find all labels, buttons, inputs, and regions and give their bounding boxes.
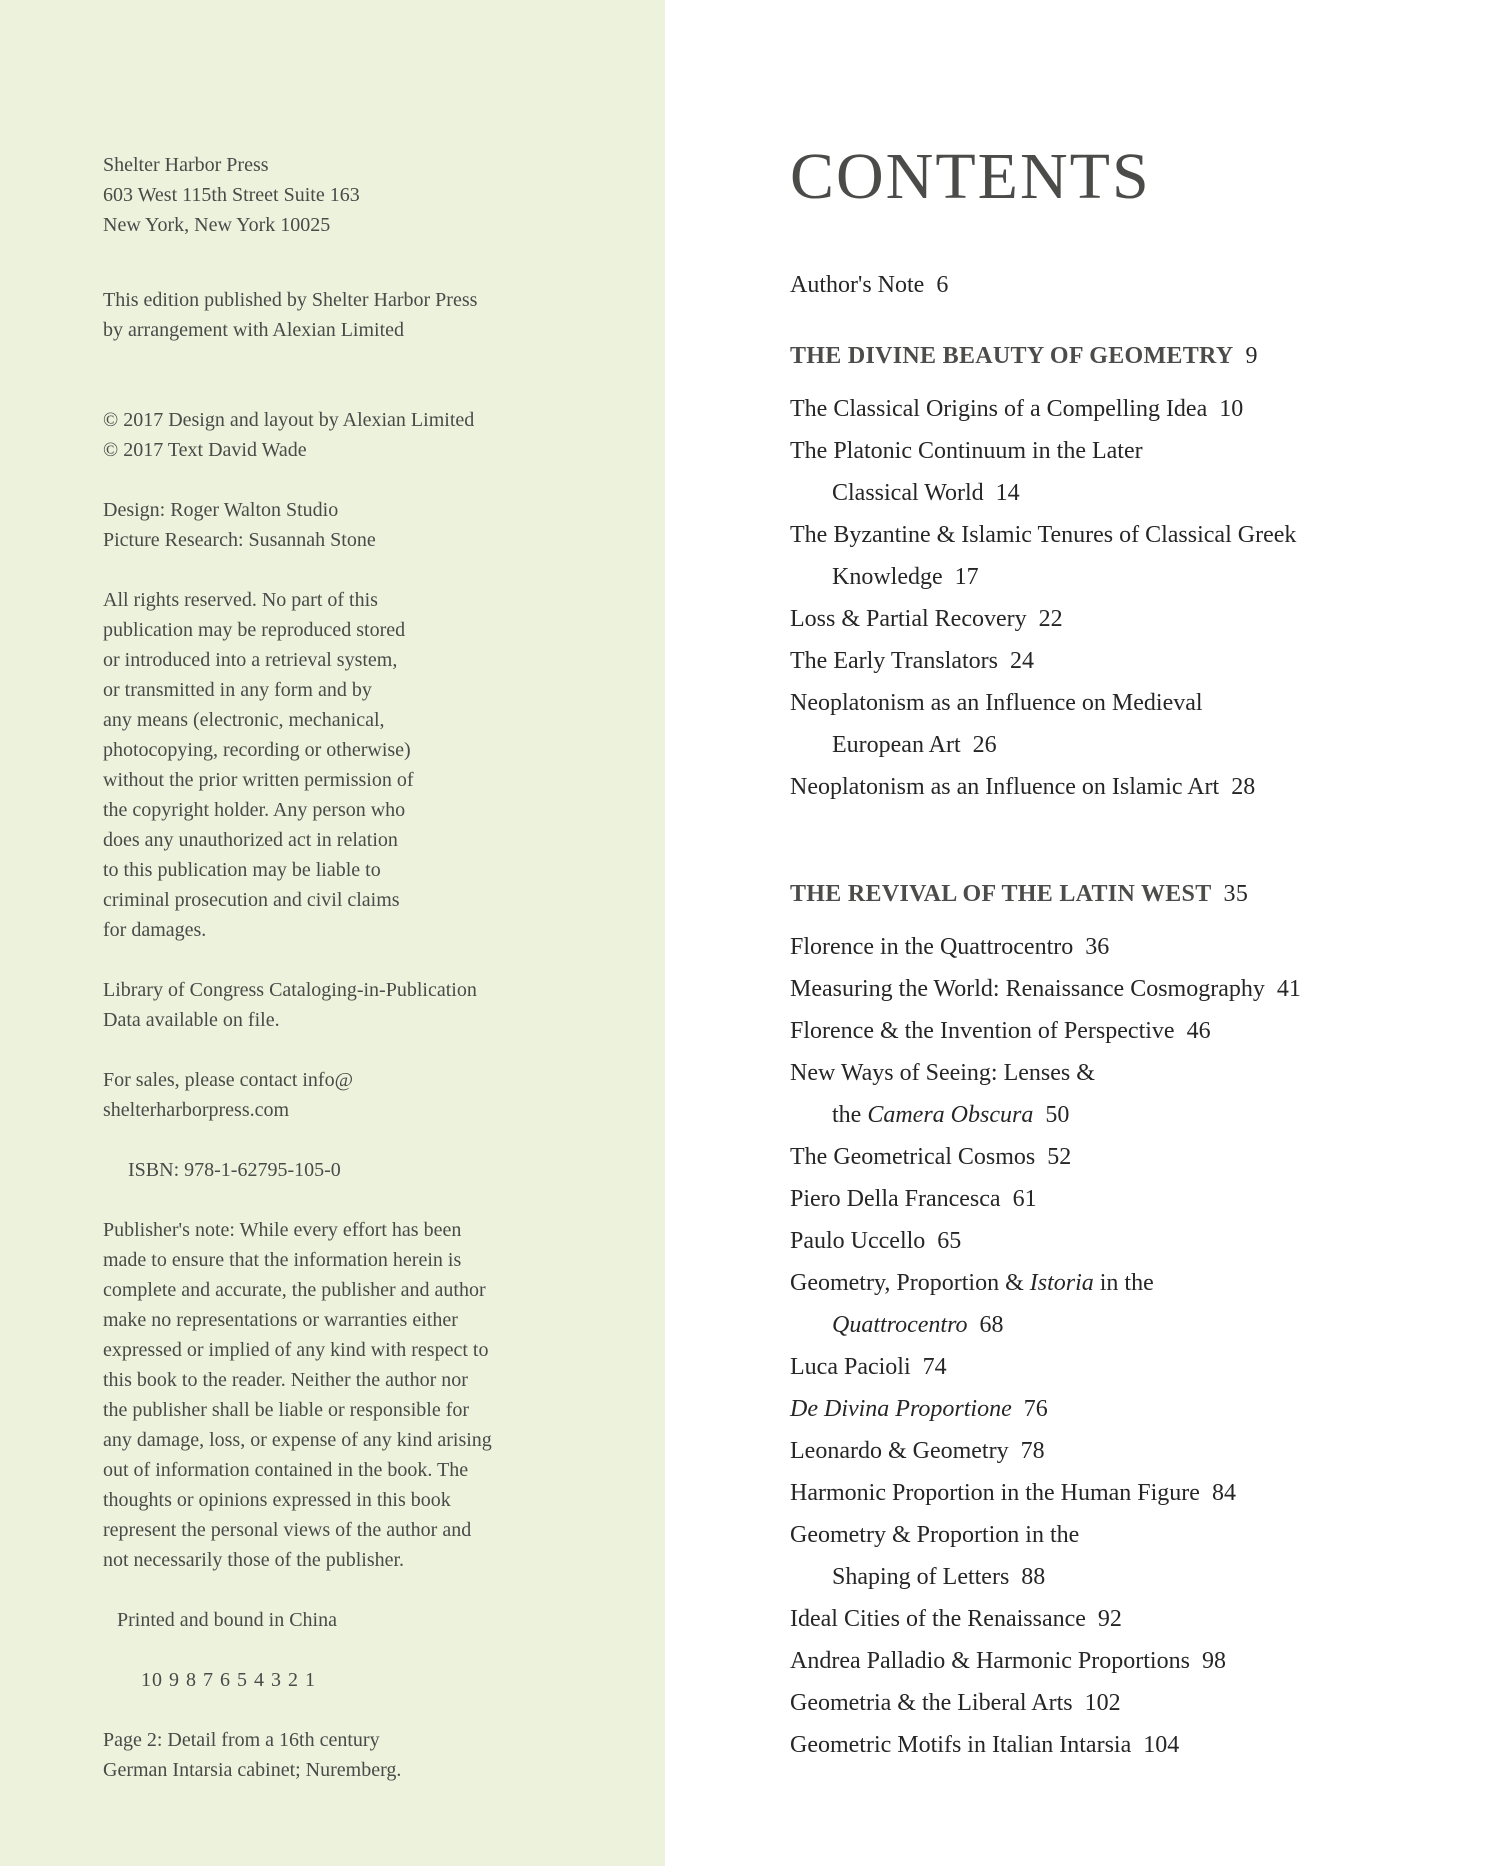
toc-entry: Ideal Cities of the Renaissance 92 xyxy=(790,1606,1122,1632)
page-number: 46 xyxy=(1186,1018,1211,1044)
page-number: 10 xyxy=(1219,396,1244,422)
page-number: 61 xyxy=(1012,1186,1037,1212)
page-number: 26 xyxy=(972,732,997,758)
page-number: 17 xyxy=(954,564,979,590)
publisher-note: Publisher's note: While every effort has been made to ensure that the information herein is complete and accurate, the publisher and author make no representations or warranties either expressed or implied of any kind with respect to this book to the reader. Neither the author nor the publisher shall be liable or responsible for any damage, loss, or expense of any kind arising out of information contained in the book. The thoughts or opinions expressed in this book represent the personal views of the author and not necessarily those of the publisher. xyxy=(103,1219,492,1571)
toc-entry-continuation: Quattrocentro 68 xyxy=(832,1312,1004,1338)
page-number: 74 xyxy=(922,1354,947,1380)
page-number: 36 xyxy=(1085,934,1110,960)
page-number: 65 xyxy=(937,1228,962,1254)
page-number: 28 xyxy=(1231,774,1256,800)
toc-entry-continuation: Shaping of Letters 88 xyxy=(832,1564,1046,1590)
printed-in: Printed and bound in China xyxy=(117,1609,337,1631)
page-number: 22 xyxy=(1038,606,1063,632)
page-number: 76 xyxy=(1023,1396,1048,1422)
toc-entry-continuation: Classical World 14 xyxy=(832,480,1020,506)
page-number: 9 xyxy=(1245,343,1258,369)
image-caption: Page 2: Detail from a 16th century German Intarsia cabinet; Nuremberg. xyxy=(103,1729,402,1781)
table-of-contents xyxy=(790,138,1480,1766)
toc-entry: The Geometrical Cosmos 52 xyxy=(790,1144,1072,1170)
toc-entry: Geometry, Proportion & Istoria in the xyxy=(790,1270,1154,1296)
toc-entry: Neoplatonism as an Influence on Medieval xyxy=(790,690,1203,716)
toc-entry-authors-note: Author's Note 6 xyxy=(790,272,949,298)
copyright-notice: © 2017 Design and layout by Alexian Limited © 2017 Text David Wade xyxy=(103,409,475,461)
toc-entry: Luca Pacioli 74 xyxy=(790,1354,947,1380)
toc-entry: New Ways of Seeing: Lenses & xyxy=(790,1060,1095,1086)
toc-entry: Geometry & Proportion in the xyxy=(790,1522,1080,1548)
toc-entry: Measuring the World: Renaissance Cosmography 41 xyxy=(790,976,1301,1002)
page-number: 24 xyxy=(1009,648,1034,674)
edition-note: This edition published by Shelter Harbor Press by arrangement with Alexian Limited xyxy=(103,289,478,341)
page-number: 35 xyxy=(1223,881,1249,907)
page-number: 98 xyxy=(1201,1648,1226,1674)
toc-entry: Loss & Partial Recovery 22 xyxy=(790,606,1063,632)
copyright-page xyxy=(0,0,665,1866)
toc-entry: Piero Della Francesca 61 xyxy=(790,1186,1037,1212)
cip-data: Library of Congress Cataloging-in-Publication Data available on file. xyxy=(103,979,477,1031)
page-number: 88 xyxy=(1021,1564,1046,1590)
page-number: 52 xyxy=(1047,1144,1072,1170)
page-number: 6 xyxy=(936,272,949,298)
page-number: 50 xyxy=(1045,1102,1070,1128)
page-number: 84 xyxy=(1211,1480,1236,1506)
toc-entry: The Byzantine & Islamic Tenures of Classical Greek xyxy=(790,522,1297,548)
toc-entry: Geometria & the Liberal Arts 102 xyxy=(790,1690,1121,1716)
toc-entry: Harmonic Proportion in the Human Figure 84 xyxy=(790,1480,1236,1506)
toc-entry-continuation: European Art 26 xyxy=(832,732,997,758)
page-number: 104 xyxy=(1143,1732,1180,1758)
toc-entry-continuation: Knowledge 17 xyxy=(832,564,979,590)
toc-entry: The Platonic Continuum in the Later xyxy=(790,438,1143,464)
toc-entry: The Early Translators 24 xyxy=(790,648,1034,674)
section-heading-2: THE REVIVAL OF THE LATIN WEST 35 xyxy=(790,881,1249,907)
publisher-address: Shelter Harbor Press 603 West 115th Street Suite 163 New York, New York 10025 xyxy=(103,154,360,236)
toc-entry: Geometric Motifs in Italian Intarsia 104 xyxy=(790,1732,1180,1758)
toc-entry: Andrea Palladio & Harmonic Proportions 98 xyxy=(790,1648,1226,1674)
toc-entry: Neoplatonism as an Influence on Islamic Art 28 xyxy=(790,774,1256,800)
page-number: 68 xyxy=(979,1312,1004,1338)
print-run: 10 9 8 7 6 5 4 3 2 1 xyxy=(141,1669,316,1691)
toc-entry: Paulo Uccello 65 xyxy=(790,1228,962,1254)
contents-title: CONTENTS xyxy=(790,140,1151,213)
imprint-block xyxy=(103,150,623,1785)
page-number: 92 xyxy=(1097,1606,1122,1632)
page-number: 14 xyxy=(995,480,1020,506)
design-credits: Design: Roger Walton Studio Picture Research: Susannah Stone xyxy=(103,499,376,551)
section-heading-1: THE DIVINE BEAUTY OF GEOMETRY 9 xyxy=(790,343,1258,369)
isbn: ISBN: 978-1-62795-105-0 xyxy=(128,1159,341,1181)
toc-entry: Leonardo & Geometry 78 xyxy=(790,1438,1045,1464)
section-1-entries xyxy=(790,388,1480,808)
toc-entry: The Classical Origins of a Compelling Idea 10 xyxy=(790,396,1244,422)
rights-statement: All rights reserved. No part of this publication may be reproduced stored or introduced into a retrieval system, or transmitted in any form and by any means (electronic, mechanical, photocopying, recording or otherwise) without the prior written permission of the copyright holder. Any person who does any unauthorized act in relation to this publication may be liable to criminal prosecution and civil claims for damages. xyxy=(103,589,414,941)
page-number: 41 xyxy=(1276,976,1301,1002)
toc-entry: De Divina Proportione 76 xyxy=(790,1396,1048,1422)
section-2-entries xyxy=(790,926,1480,1766)
page-number: 102 xyxy=(1084,1690,1121,1716)
page-number: 78 xyxy=(1020,1438,1045,1464)
sales-contact: For sales, please contact info@ shelterharborpress.com xyxy=(103,1069,354,1121)
toc-entry: Florence in the Quattrocentro 36 xyxy=(790,934,1110,960)
toc-entry-continuation: the Camera Obscura 50 xyxy=(832,1102,1070,1128)
toc-entry: Florence & the Invention of Perspective 46 xyxy=(790,1018,1211,1044)
